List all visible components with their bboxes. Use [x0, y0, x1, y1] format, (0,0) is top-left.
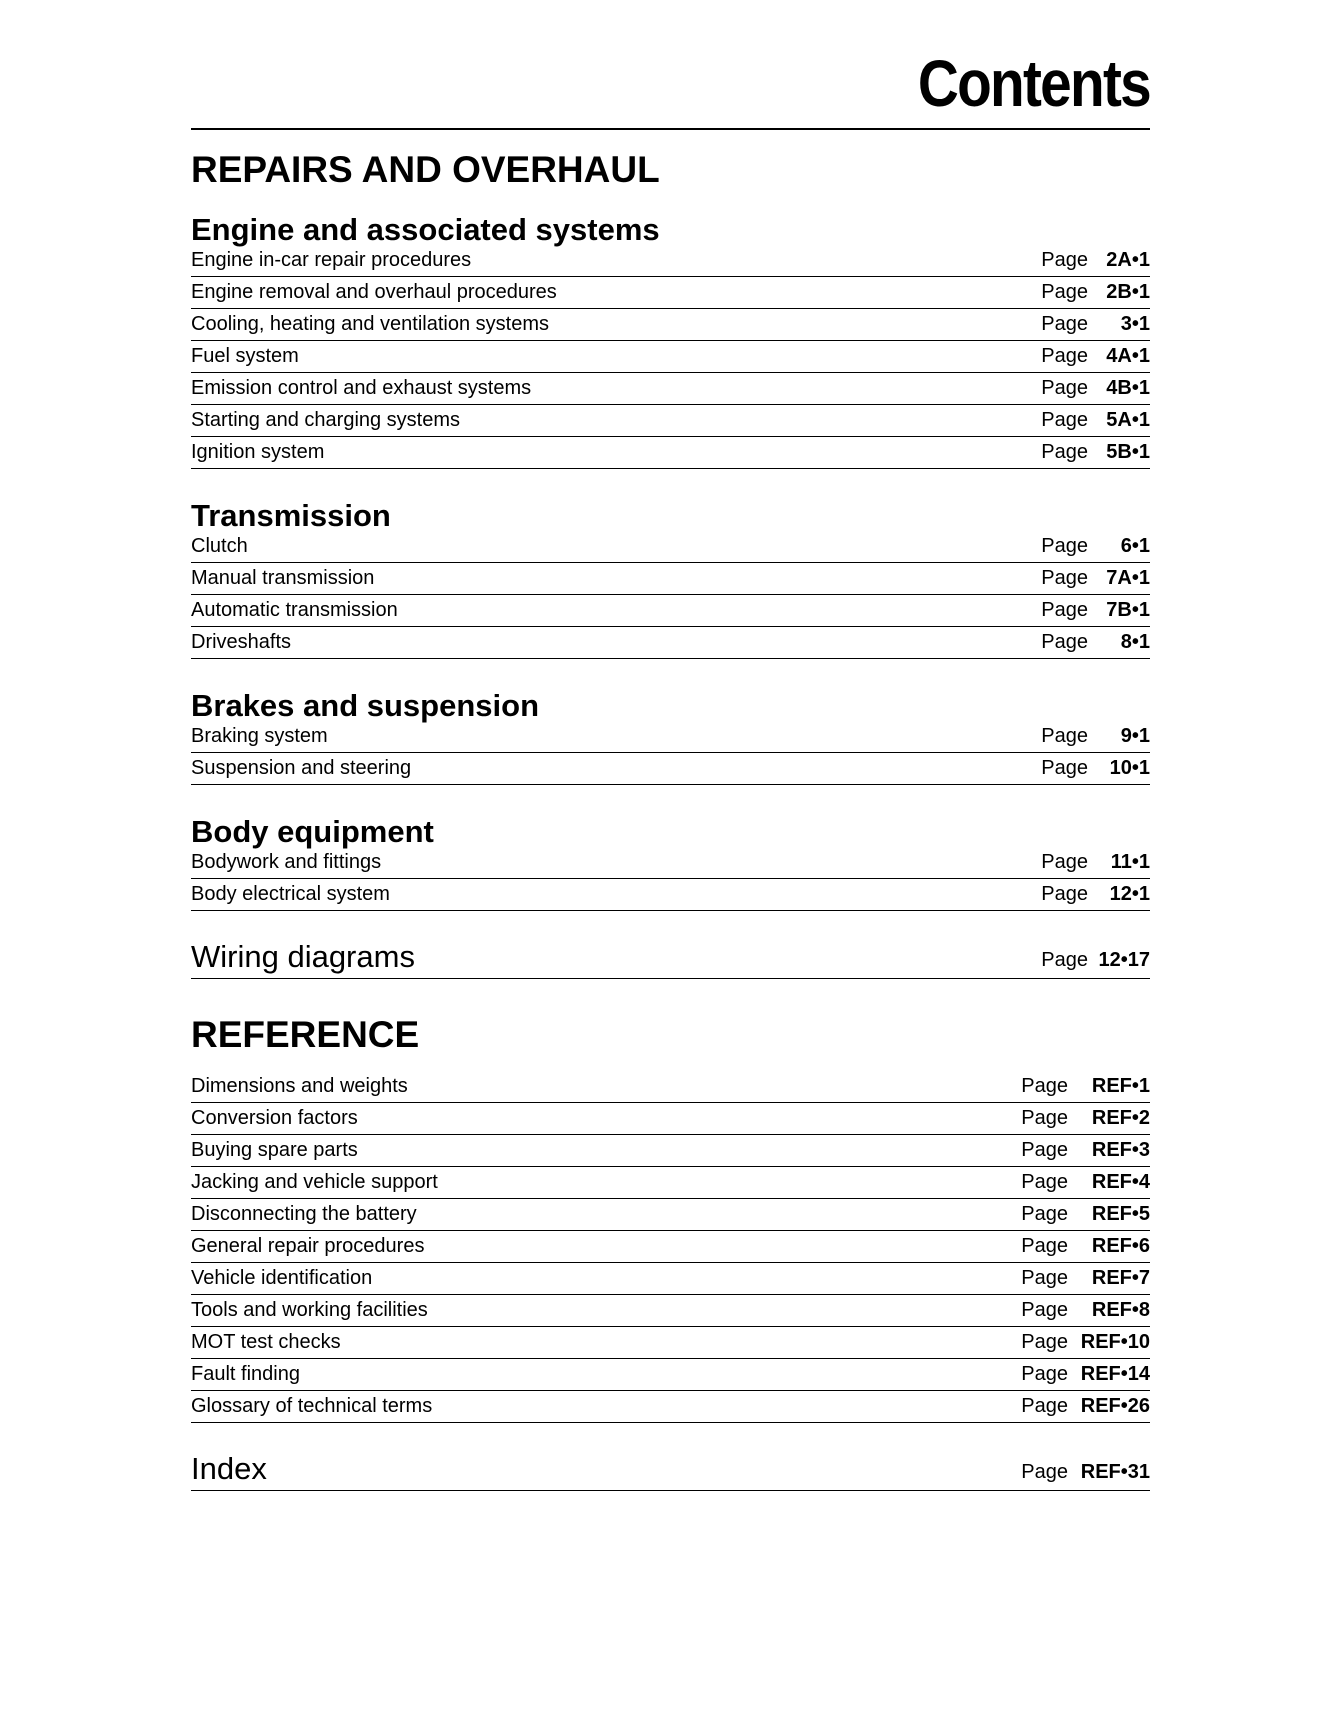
- page-word: Page: [1041, 567, 1088, 589]
- page-ref: REF•7: [1091, 1267, 1150, 1289]
- page-ref: REF•6: [1091, 1235, 1150, 1257]
- reference-list: [191, 1071, 1150, 1491]
- entry-label: Engine in-car repair procedures: [191, 249, 472, 271]
- toc-entry[interactable]: [191, 245, 1150, 277]
- page-word: Page: [1021, 1395, 1068, 1417]
- part-heading-repairs: REPAIRS AND OVERHAUL: [191, 149, 660, 190]
- section-brakes: [191, 690, 1150, 785]
- section-engine: [191, 214, 1150, 469]
- page-ref: 4A•1: [1106, 345, 1150, 367]
- page-ref: 12•1: [1109, 883, 1150, 905]
- page-ref: 10•1: [1109, 757, 1150, 779]
- page-word: Page: [1041, 249, 1088, 271]
- page-ref: 5A•1: [1106, 409, 1150, 431]
- toc-entry[interactable]: [191, 1391, 1150, 1423]
- page-ref: 5B•1: [1106, 441, 1150, 463]
- page-ref: REF•5: [1091, 1203, 1150, 1225]
- page-title: Contents: [917, 46, 1150, 120]
- toc-entry-index[interactable]: [191, 1453, 1150, 1491]
- page-word: Page: [1041, 757, 1088, 779]
- page-word: Page: [1041, 313, 1088, 335]
- page-ref: REF•1: [1091, 1075, 1150, 1097]
- entry-label: Engine removal and overhaul procedures: [191, 281, 557, 303]
- page-ref: REF•4: [1091, 1171, 1150, 1193]
- section-title: Transmission: [191, 498, 391, 533]
- toc-entry[interactable]: [191, 753, 1150, 785]
- page-ref: 12•17: [1098, 949, 1150, 971]
- toc-entry[interactable]: [191, 1071, 1150, 1103]
- page-ref: REF•2: [1091, 1107, 1150, 1129]
- page-word: Page: [1021, 1461, 1068, 1483]
- toc-entry[interactable]: [191, 373, 1150, 405]
- entry-label: General repair procedures: [191, 1235, 425, 1257]
- toc-entry[interactable]: [191, 1167, 1150, 1199]
- entry-label: MOT test checks: [191, 1331, 341, 1353]
- entry-label: Suspension and steering: [191, 757, 412, 779]
- page-ref: REF•3: [1091, 1139, 1150, 1161]
- toc-entry[interactable]: [191, 1359, 1150, 1391]
- page-word: Page: [1021, 1331, 1068, 1353]
- toc-entry[interactable]: [191, 1327, 1150, 1359]
- entry-label: Automatic transmission: [191, 599, 398, 621]
- entry-label: Vehicle identification: [191, 1267, 373, 1289]
- page-word: Page: [1021, 1299, 1068, 1321]
- entry-label: Glossary of technical terms: [191, 1395, 433, 1417]
- page-word: Page: [1041, 851, 1088, 873]
- page-word: Page: [1041, 409, 1088, 431]
- toc-entry[interactable]: [191, 1103, 1150, 1135]
- toc-entry[interactable]: [191, 437, 1150, 469]
- page-ref: 7A•1: [1106, 567, 1150, 589]
- entry-label: Dimensions and weights: [191, 1075, 408, 1097]
- section-transmission: [191, 500, 1150, 659]
- page-word: Page: [1041, 949, 1088, 971]
- page-word: Page: [1021, 1267, 1068, 1289]
- entry-label: Bodywork and fittings: [191, 851, 382, 873]
- page-ref: 7B•1: [1106, 599, 1150, 621]
- toc-entry[interactable]: [191, 277, 1150, 309]
- part-heading-reference: REFERENCE: [191, 1014, 420, 1055]
- entry-label: Disconnecting the battery: [191, 1203, 417, 1225]
- entry-label: Index: [191, 1451, 267, 1486]
- page-ref: 2B•1: [1106, 281, 1150, 303]
- page-ref: 3•1: [1120, 313, 1150, 335]
- page-ref: 9•1: [1120, 725, 1150, 747]
- toc-entry[interactable]: [191, 341, 1150, 373]
- page-word: Page: [1021, 1075, 1068, 1097]
- toc-entry[interactable]: [191, 595, 1150, 627]
- toc-entry[interactable]: [191, 1199, 1150, 1231]
- entry-label: Body electrical system: [191, 883, 390, 905]
- entry-label: Cooling, heating and ventilation systems: [191, 313, 549, 335]
- toc-entry[interactable]: [191, 563, 1150, 595]
- page-word: Page: [1041, 599, 1088, 621]
- page-word: Page: [1021, 1235, 1068, 1257]
- page-ref: REF•26: [1080, 1395, 1150, 1417]
- toc-entry-wiring[interactable]: [191, 941, 1150, 979]
- toc-entry[interactable]: [191, 1231, 1150, 1263]
- page-ref: REF•14: [1080, 1363, 1150, 1385]
- entry-label: Buying spare parts: [191, 1139, 358, 1161]
- contents-page: [191, 0, 1150, 1491]
- entry-label: Starting and charging systems: [191, 409, 461, 431]
- page-ref: REF•8: [1091, 1299, 1150, 1321]
- page-word: Page: [1021, 1203, 1068, 1225]
- toc-entry[interactable]: [191, 1295, 1150, 1327]
- page-ref: REF•10: [1080, 1331, 1150, 1353]
- page-ref: 4B•1: [1106, 377, 1150, 399]
- entry-label: Fault finding: [191, 1363, 300, 1385]
- page-ref: REF•31: [1080, 1461, 1150, 1483]
- page-word: Page: [1021, 1363, 1068, 1385]
- entry-label: Driveshafts: [191, 631, 292, 653]
- page-word: Page: [1041, 377, 1088, 399]
- section-title: Brakes and suspension: [191, 688, 540, 723]
- page-word: Page: [1041, 281, 1088, 303]
- section-title: Body equipment: [191, 814, 434, 849]
- section-body: [191, 816, 1150, 911]
- entry-label: Tools and working facilities: [191, 1299, 428, 1321]
- page-ref: 2A•1: [1106, 249, 1150, 271]
- title-rule: [191, 128, 1150, 130]
- toc-entry[interactable]: [191, 1263, 1150, 1295]
- entry-label: Clutch: [191, 535, 248, 557]
- entry-label: Ignition system: [191, 441, 325, 463]
- section-title: Engine and associated systems: [191, 212, 660, 247]
- page-word: Page: [1041, 535, 1088, 557]
- toc-entry[interactable]: [191, 1135, 1150, 1167]
- entry-label: Braking system: [191, 725, 328, 747]
- page-ref: 11•1: [1110, 851, 1150, 873]
- page-word: Page: [1021, 1107, 1068, 1129]
- page-ref: 6•1: [1120, 535, 1150, 557]
- entry-label: Fuel system: [191, 345, 299, 367]
- toc-entry[interactable]: [191, 309, 1150, 341]
- toc-entry[interactable]: [191, 847, 1150, 879]
- page-word: Page: [1041, 883, 1088, 905]
- page-ref: 8•1: [1120, 631, 1150, 653]
- page-word: Page: [1041, 631, 1088, 653]
- entry-label: Emission control and exhaust systems: [191, 377, 532, 399]
- page-word: Page: [1021, 1139, 1068, 1161]
- entry-label: Jacking and vehicle support: [191, 1171, 438, 1193]
- sections-container: [191, 214, 1150, 979]
- page-word: Page: [1041, 345, 1088, 367]
- page-word: Page: [1021, 1171, 1068, 1193]
- entry-label: Conversion factors: [191, 1107, 358, 1129]
- toc-entry[interactable]: [191, 879, 1150, 911]
- entry-label: Manual transmission: [191, 567, 375, 589]
- entry-label: Wiring diagrams: [191, 939, 415, 974]
- page-word: Page: [1041, 725, 1088, 747]
- page-word: Page: [1041, 441, 1088, 463]
- toc-entry[interactable]: [191, 531, 1150, 563]
- toc-entry[interactable]: [191, 405, 1150, 437]
- toc-entry[interactable]: [191, 721, 1150, 753]
- toc-entry[interactable]: [191, 627, 1150, 659]
